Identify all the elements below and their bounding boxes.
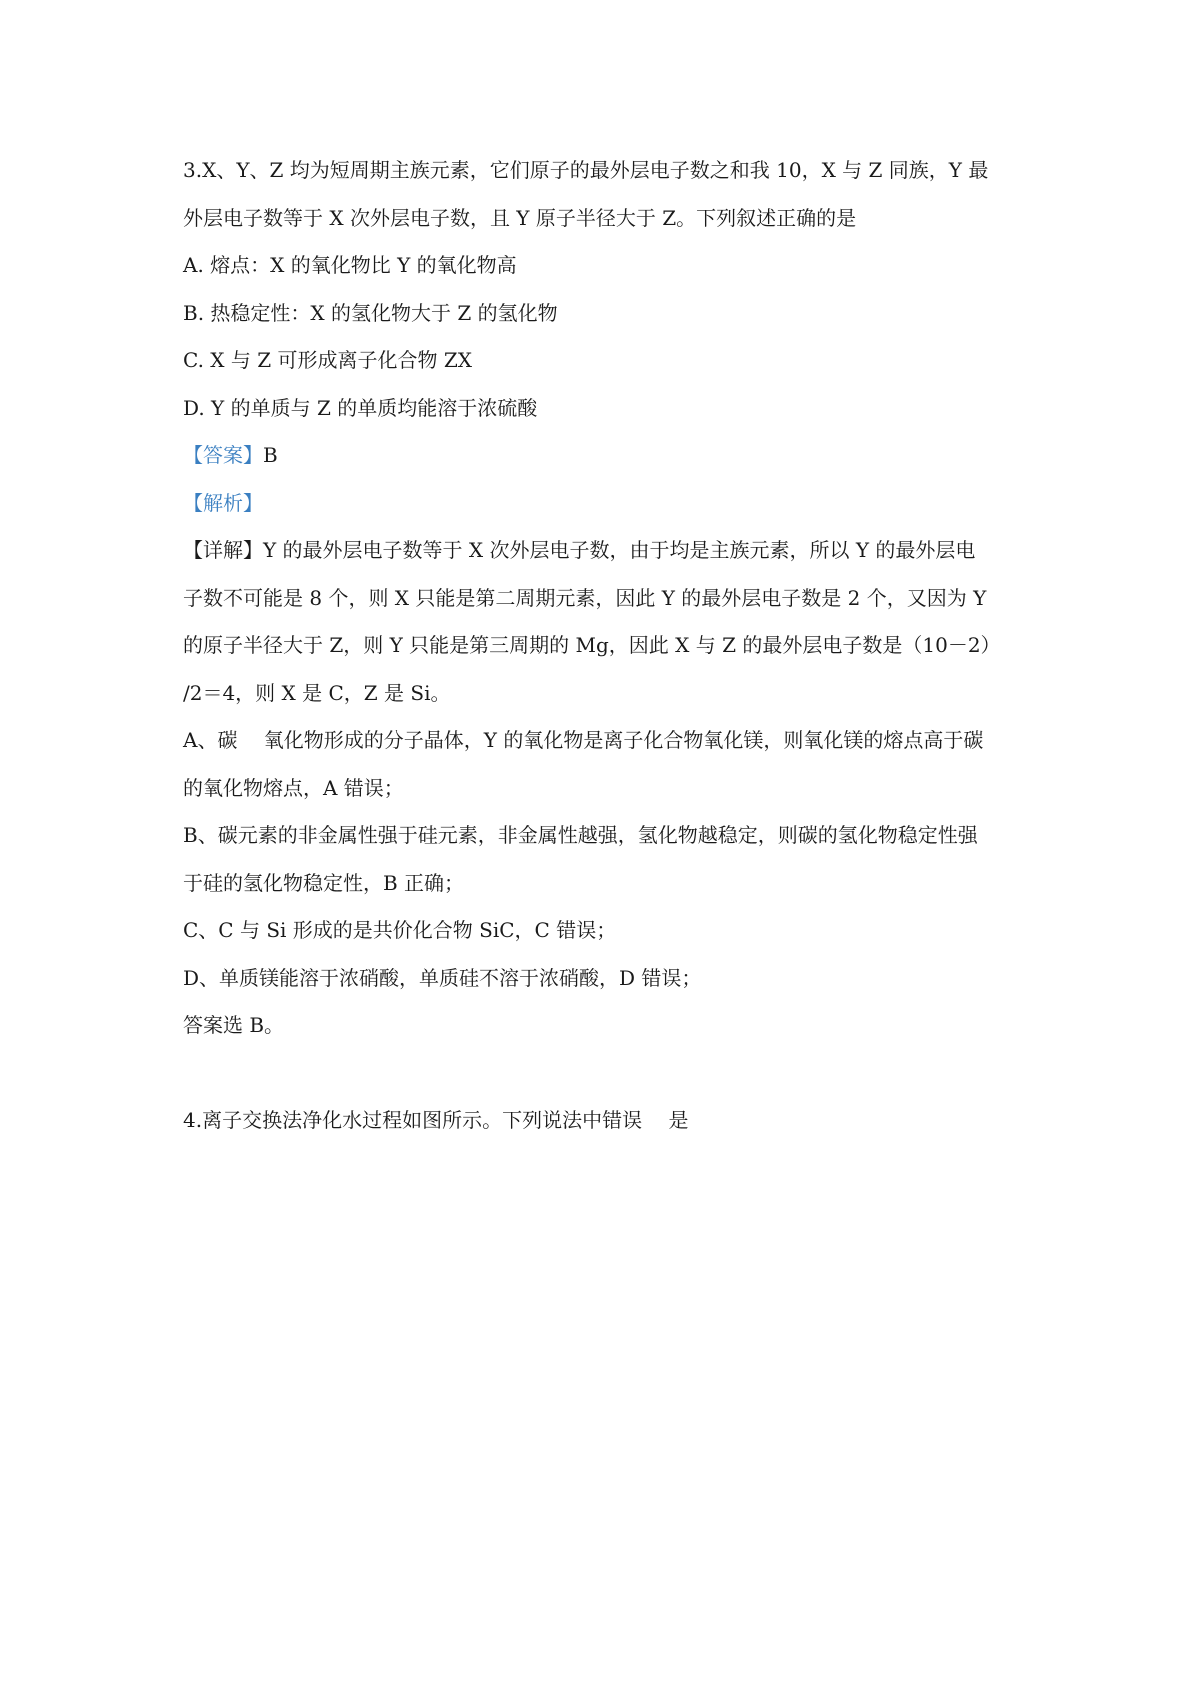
q3-option-c: C. X 与 Z 可形成离子化合物 ZX: [183, 348, 473, 372]
detail-line-4: /2＝4，则 X 是 C，Z 是 Si。: [183, 680, 451, 705]
detail-line-8: 于硅的氢化物稳定性，B 正确；: [183, 870, 465, 895]
detail-line-3: 的原子半径大于 Z，则 Y 只能是第三周期的 Mg，因此 X 与 Z 的最外层电子数是（10－2）: [183, 633, 1001, 657]
q3-option-d: D. Y 的单质与 Z 的单质均能溶于浓硫酸: [183, 395, 538, 420]
q3-answer-line: [183, 432, 1033, 480]
detail-line-6: 的氧化物熔点，A 错误；: [183, 775, 404, 800]
q3-stem-line-1: 3.X、Y、Z 均为短周期主族元素，它们原子的最外层电子数之和我 10，X 与 Z 同族，Y 最: [183, 158, 989, 182]
q3-option-b: B. 热稳定性：X 的氢化物大于 Z 的氢化物: [183, 300, 558, 325]
question-spacer: [183, 1050, 1033, 1098]
answer-tag: 【答案】: [183, 443, 263, 467]
detail-tag: 【详解】: [183, 538, 263, 562]
detail-line-1: [183, 527, 1033, 575]
detail-text-1: Y 的最外层电子数等于 X 次外层电子数，由于均是主族元素，所以 Y 的最外层电: [263, 538, 976, 562]
detail-line-2: 子数不可能是 8 个，则 X 只能是第二周期元素，因此 Y 的最外层电子数是 2 个，又因为 Y: [183, 585, 987, 610]
q4-stem: 4.离子交换法净化水过程如图所示。下列说法中错误 是: [183, 1108, 689, 1132]
detail-line-5: A、碳 氧化物形成的分子晶体，Y 的氧化物是离子化合物氧化镁，则氧化镁的熔点高于碳: [183, 728, 984, 752]
q3-option-a: A. 熔点：X 的氧化物比 Y 的氧化物高: [183, 253, 517, 277]
detail-line-10: D、单质镁能溶于浓硝酸，单质硅不溶于浓硝酸，D 错误；: [183, 965, 702, 990]
analysis-tag: 【解析】: [183, 490, 263, 515]
document-content: [183, 147, 1033, 1145]
detail-line-7: B、碳元素的非金属性强于硅元素，非金属性越强，氢化物越稳定，则碳的氢化物稳定性强: [183, 823, 978, 847]
answer-value: B: [263, 443, 278, 467]
detail-line-9: C、C 与 Si 形成的是共价化合物 SiC，C 错误；: [183, 918, 617, 942]
q3-stem-line-2: 外层电子数等于 X 次外层电子数，且 Y 原子半径大于 Z。下列叙述正确的是: [183, 205, 857, 230]
detail-line-11: 答案选 B。: [183, 1013, 285, 1037]
